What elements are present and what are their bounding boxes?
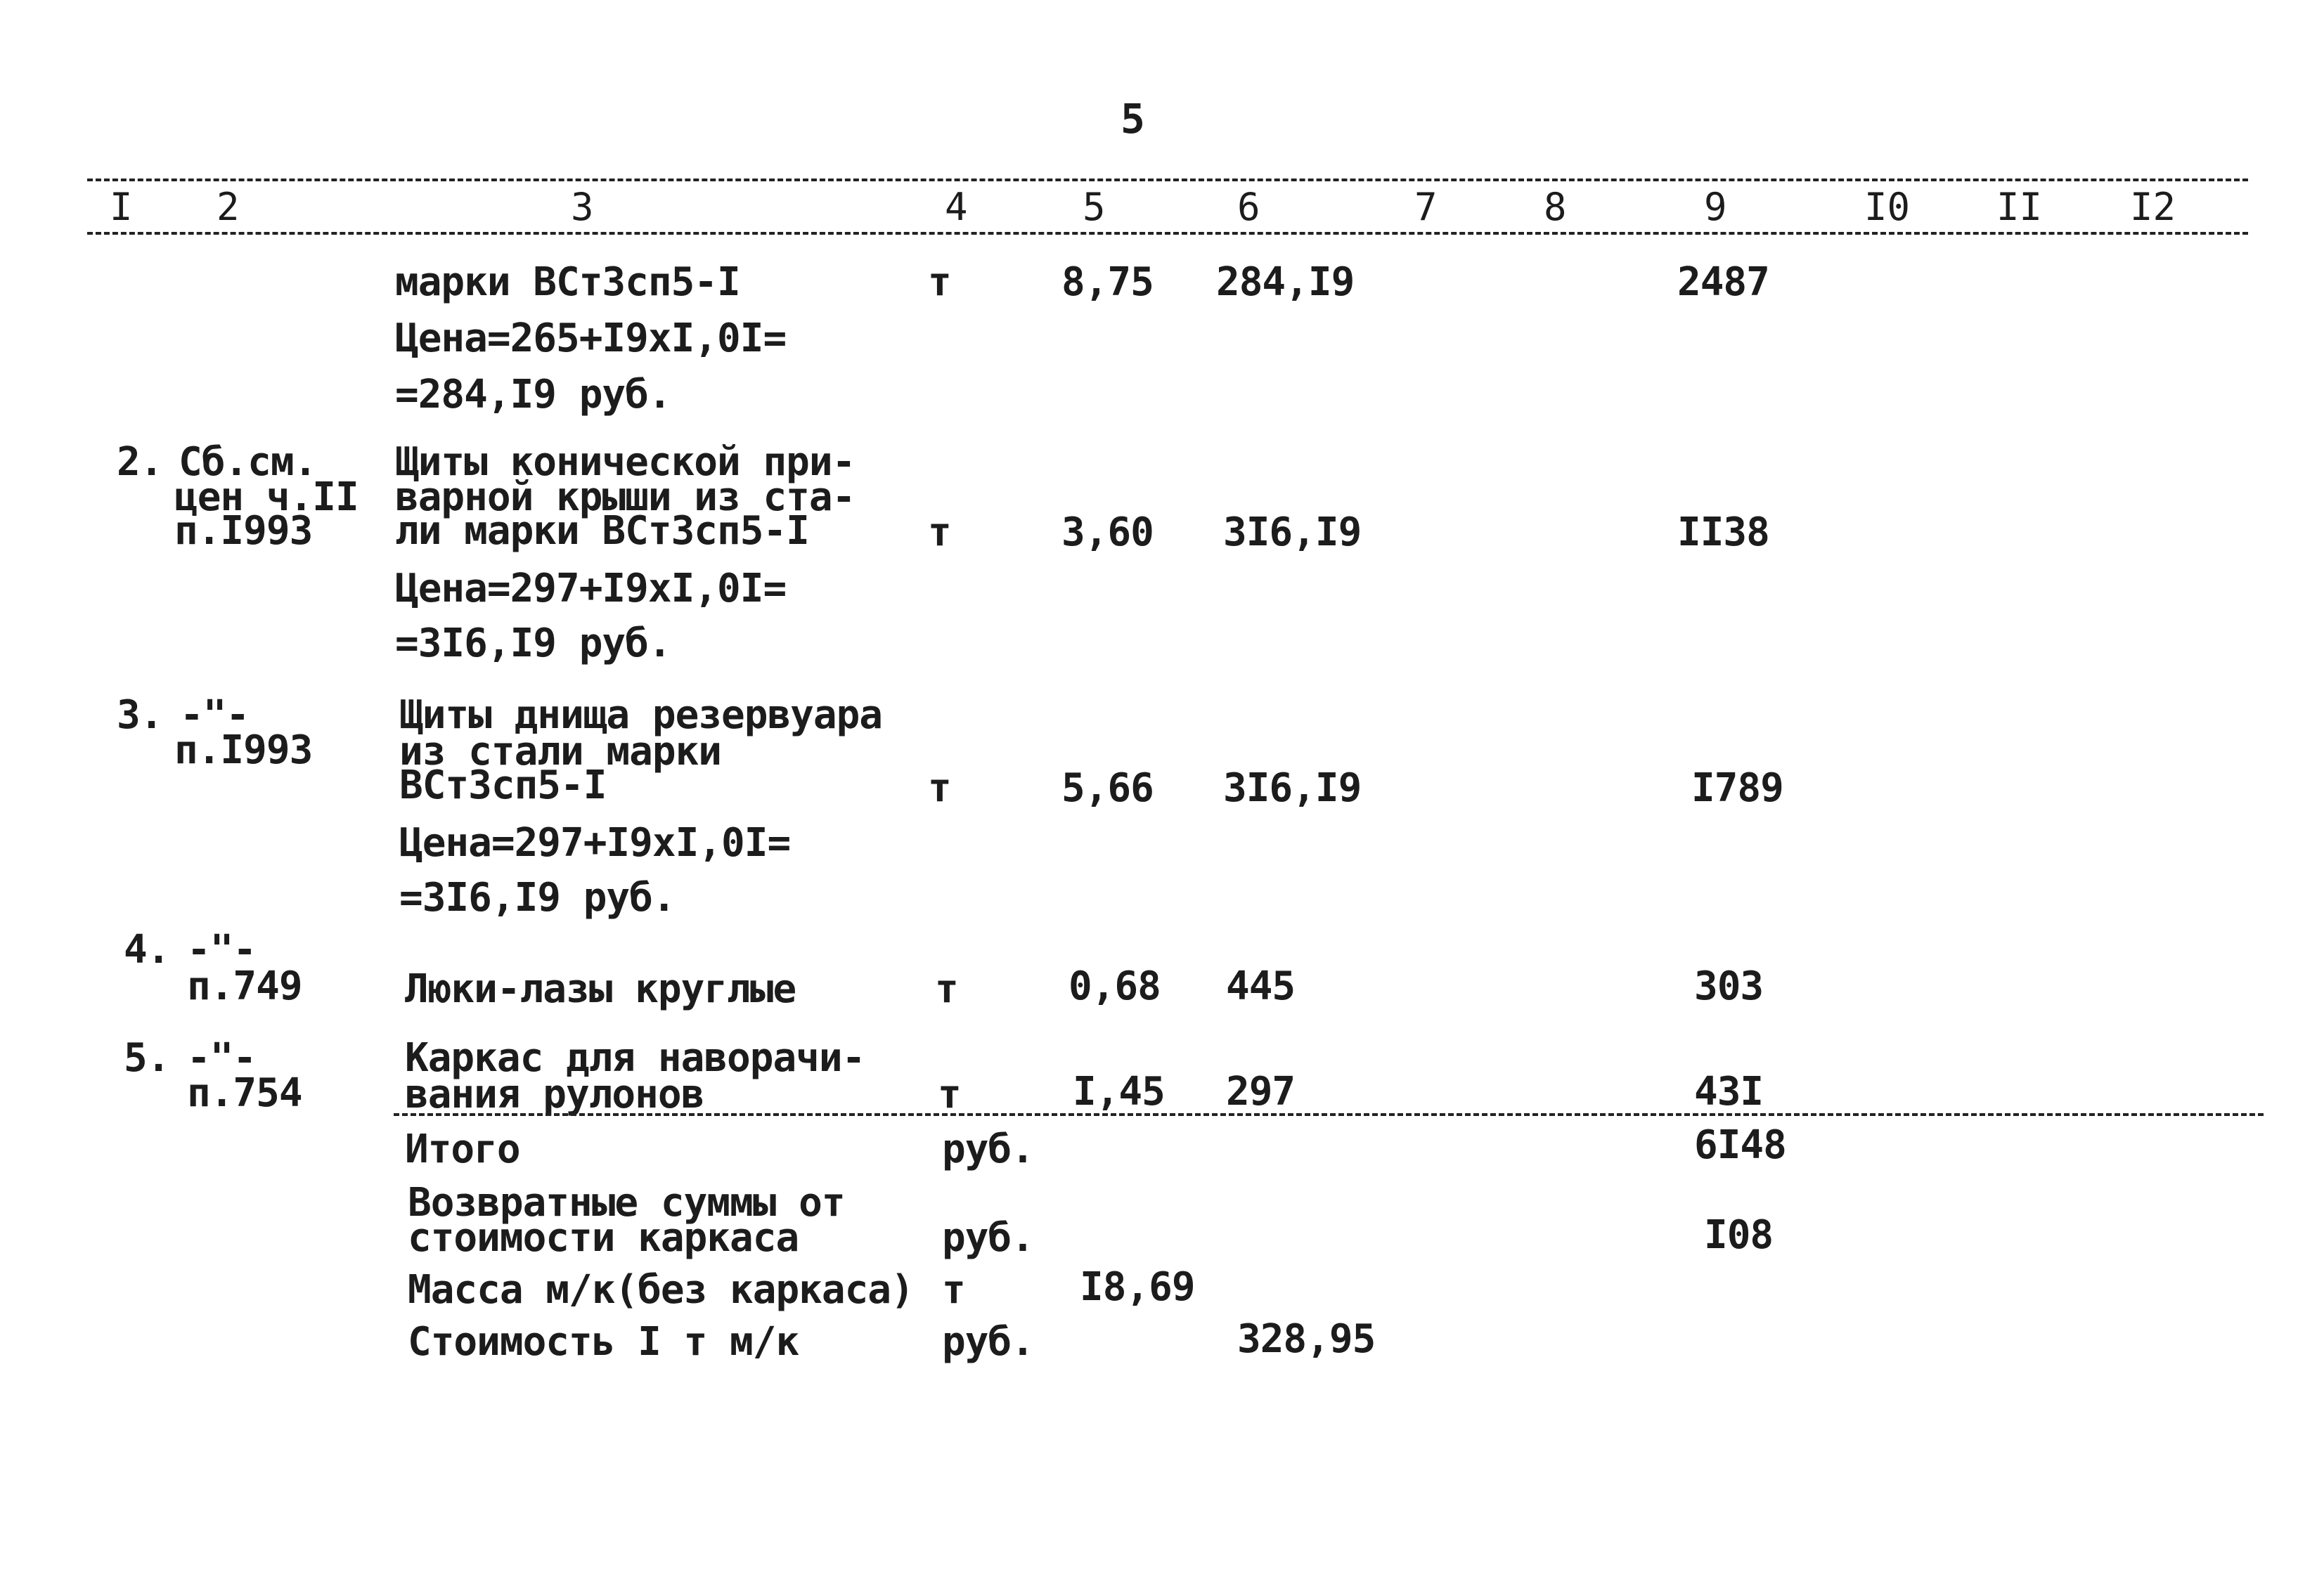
- item-reference: п.I993: [174, 727, 313, 773]
- item-description: =3I6,I9 руб.: [395, 621, 671, 666]
- summary-unit: руб.: [942, 1127, 1034, 1172]
- item-quantity: 8,75: [1061, 259, 1154, 305]
- item-unit: т: [928, 765, 951, 811]
- item-reference: п.754: [187, 1070, 302, 1116]
- summary-description: Возвратные суммы от: [408, 1180, 845, 1226]
- item-unit: т: [928, 510, 951, 555]
- column-header: II: [1996, 185, 2043, 229]
- summary-unit: т: [942, 1267, 965, 1313]
- item-description: =3I6,I9 руб.: [399, 875, 676, 921]
- summary-unit: руб.: [942, 1215, 1034, 1261]
- item-total: I789: [1691, 765, 1783, 811]
- item-description: =284,I9 руб.: [395, 372, 671, 417]
- column-header: 5: [1083, 185, 1106, 229]
- item-description: Цена=297+I9xI,0I=: [399, 820, 791, 866]
- item-reference: -"-: [187, 927, 257, 973]
- item-total: 303: [1694, 963, 1764, 1009]
- column-header: 8: [1544, 185, 1567, 229]
- item-total: 2487: [1677, 259, 1769, 305]
- item-description: Цена=265+I9xI,0I=: [395, 316, 787, 361]
- column-header: 3: [571, 185, 594, 229]
- item-total: II38: [1677, 510, 1769, 555]
- item-unit: т: [938, 1072, 961, 1117]
- item-description: Люки-лазы круглые: [405, 966, 796, 1012]
- item-description: из стали марки: [399, 729, 722, 774]
- item-price: 284,I9: [1216, 259, 1355, 305]
- item-description: варной крыши из ста-: [395, 474, 856, 520]
- summary-description: Итого: [405, 1127, 520, 1172]
- column-header: 9: [1704, 185, 1727, 229]
- item-number: 4.: [124, 927, 170, 973]
- summary-description: Стоимость I т м/к: [408, 1319, 799, 1365]
- item-description: Каркас для наворачи-: [405, 1035, 865, 1081]
- summary-description: стоимости каркаса: [408, 1215, 799, 1261]
- summary-total: I08: [1704, 1212, 1774, 1258]
- totals-rule: [394, 1113, 2264, 1116]
- item-number: 2.: [117, 439, 163, 485]
- column-header: 7: [1414, 185, 1438, 229]
- item-quantity: 0,68: [1069, 963, 1161, 1009]
- item-description: вания рулонов: [405, 1072, 704, 1117]
- item-price: 445: [1226, 963, 1296, 1009]
- item-unit: т: [928, 259, 951, 305]
- column-header: I2: [2130, 185, 2176, 229]
- column-header: 4: [945, 185, 968, 229]
- item-description: Щиты днища резервуара: [399, 692, 883, 738]
- item-price: 297: [1226, 1069, 1296, 1115]
- item-description: марки ВСт3сп5-I: [395, 259, 740, 305]
- summary-description: Масса м/к(без каркаса): [408, 1267, 914, 1313]
- item-number: 3.: [117, 692, 163, 738]
- item-quantity: 5,66: [1061, 765, 1154, 811]
- item-reference: п.749: [187, 963, 302, 1009]
- item-description: Щиты конической при-: [395, 439, 856, 485]
- item-reference: цен ч.II: [174, 474, 359, 520]
- item-total: 43I: [1694, 1069, 1764, 1115]
- item-unit: т: [935, 966, 958, 1012]
- item-reference: -"-: [187, 1035, 257, 1081]
- item-reference: Сб.см.: [179, 439, 317, 485]
- item-quantity: I,45: [1073, 1069, 1165, 1115]
- header-top-rule: [87, 179, 2248, 181]
- item-description: ли марки ВСт3сп5-I: [395, 508, 809, 554]
- item-description: ВСт3сп5-I: [399, 762, 607, 808]
- column-header: 6: [1237, 185, 1260, 229]
- column-header: 2: [217, 185, 240, 229]
- item-number: 5.: [124, 1035, 170, 1081]
- item-reference: п.I993: [174, 508, 313, 554]
- column-header: I0: [1864, 185, 1911, 229]
- item-quantity: 3,60: [1061, 510, 1154, 555]
- item-description: Цена=297+I9xI,0I=: [395, 566, 787, 611]
- summary-unit: руб.: [942, 1319, 1034, 1365]
- page-number: 5: [1121, 95, 1145, 143]
- item-reference: -"-: [180, 692, 250, 738]
- summary-price: 328,95: [1237, 1316, 1376, 1362]
- summary-quantity: I8,69: [1080, 1264, 1195, 1310]
- item-price: 3I6,I9: [1223, 765, 1362, 811]
- summary-total: 6I48: [1694, 1122, 1786, 1168]
- item-price: 3I6,I9: [1223, 510, 1362, 555]
- column-header: I: [110, 185, 133, 229]
- header-bottom-rule: [87, 232, 2248, 235]
